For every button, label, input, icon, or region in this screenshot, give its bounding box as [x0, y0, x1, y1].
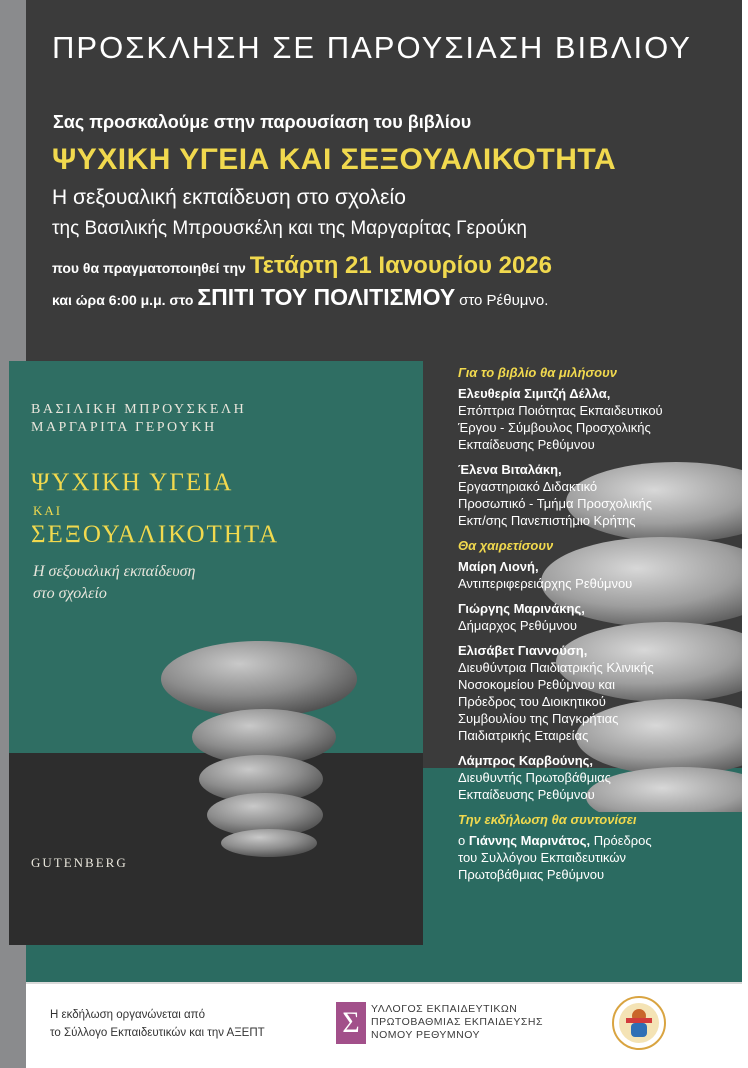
organizer-line-2: το Σύλλογο Εκπαιδευτικών και την ΑΞΕΠΤ [50, 1027, 265, 1039]
intro-text: Σας προσκαλούμε στην παρουσίαση του βιβλίου [53, 112, 472, 132]
logo-sigma-mark: Σ [336, 1002, 366, 1044]
greeter-entry [458, 642, 740, 744]
organizer-text [50, 1006, 265, 1042]
coordinator-entry [458, 832, 740, 883]
greeter-name: Ελισάβετ Γιαννούση, [458, 643, 588, 658]
charity-badge-icon [612, 994, 666, 1052]
cover-author-2: ΜΑΡΓΑΡΙΤΑ ΓΕΡΟΥΚΗ [31, 420, 217, 435]
coordinator-prefix: ο [458, 833, 466, 848]
cover-title-line-1: ΨΥΧΙΚΗ ΥΓΕΙΑ [31, 469, 234, 496]
event-date-line [52, 252, 552, 280]
greeter-entry [458, 752, 740, 803]
cover-stones-image [129, 629, 409, 859]
greeter-entry [458, 558, 740, 592]
cover-subtitle-line-1: Η σεξουαλική εκπαίδευση [33, 563, 196, 580]
speaker-name: Έλενα Βιταλάκη, [458, 462, 562, 477]
greeter-role: Δήμαρχος Ρεθύμνου [458, 618, 578, 633]
date-prefix: που θα πραγματοποιηθεί την [52, 260, 246, 276]
cover-publisher: GUTENBERG [31, 855, 128, 870]
book-authors: της Βασιλικής Μπρουσκέλη και της Μαργαρίτας Γερούκη [52, 218, 527, 239]
event-date: Τετάρτη 21 Ιανουρίου 2026 [249, 252, 552, 279]
coordinator-role-start: Πρόεδρος [593, 833, 652, 848]
cover-title-line-3: ΣΕΞΟΥΑΛΙΚΟΤΗΤΑ [31, 521, 280, 548]
speaker-role: Εργαστηριακό Διδακτικό Προσωπικό - Τμήμα Προσχολικής Εκπ/σης Πανεπιστήμιο Κρήτης [458, 479, 652, 528]
teachers-association-logo [336, 1002, 596, 1046]
book-subtitle: Η σεξουαλική εκπαίδευση στο σχολείο [52, 186, 406, 209]
logo-text [371, 1003, 543, 1042]
greeter-name: Γιώργης Μαρινάκης, [458, 601, 585, 616]
invitation-heading: ΠΡΟΣΚΛΗΣΗ ΣΕ ΠΑΡΟΥΣΙΑΣΗ ΒΙΒΛΙΟΥ [52, 30, 692, 65]
organizer-line-1: Η εκδήλωση οργανώνεται από [50, 1009, 205, 1021]
greeter-role: Διευθύντρια Παιδιατρικής Κλινικής Νοσοκομείου Ρεθύμνου και Πρόεδρος του Διοικητικού Συμβουλίου της Παγκρήτιας Παιδιατρικής Εταιρείας [458, 660, 654, 743]
coordinator-name: Γιάννης Μαρινάτος, [468, 833, 591, 848]
speakers-heading: Για το βιβλίο θα μιλήσουν [458, 365, 618, 380]
greeter-entry [458, 600, 740, 634]
cover-title-line-2: ΚΑΙ [33, 503, 63, 518]
speaker-role: Επόπτρια Ποιότητας Εκπαιδευτικού Έργου - Σύμβουλος Προσχολικής Εκπαίδευσης Ρεθύμνου [458, 403, 663, 452]
coordinator-role: του Συλλόγου Εκπαιδευτικών Πρωτοβάθμιας Ρεθύμνου [458, 850, 627, 882]
greeter-name: Λάμπρος Καρβούνης, [458, 753, 594, 768]
cover-subtitle-line-2: στο σχολείο [33, 585, 107, 602]
logo-line-2: ΠΡΩΤΟΒΑΘΜΙΑΣ ΕΚΠΑΙΔΕΥΣΗΣ [371, 1016, 543, 1028]
cover-subtitle [33, 561, 293, 605]
event-venue-line [52, 284, 548, 311]
coordinator-heading: Την εκδήλωση θα συντονίσει [458, 812, 637, 827]
greetings-heading: Θα χαιρετίσουν [458, 538, 554, 553]
greeter-name: Μαίρη Λιονή, [458, 559, 539, 574]
speakers-list [458, 358, 740, 891]
logo-line-1: ΥΛΛΟΓΟΣ ΕΚΠΑΙΔΕΥΤΙΚΩΝ [371, 1003, 518, 1015]
speaker-entry [458, 461, 740, 529]
coordinator-first-line [458, 832, 740, 849]
greeter-role: Αντιπεριφερειάρχης Ρεθύμνου [458, 576, 633, 591]
footer-divider [26, 982, 742, 984]
speaker-entry [458, 385, 740, 453]
venue-city: στο Ρέθυμνο. [459, 292, 549, 309]
logo-line-3: ΝΟΜΟΥ ΡΕΘΥΜΝΟΥ [371, 1029, 481, 1041]
book-title: ΨΥΧΙΚΗ ΥΓΕΙΑ ΚΑΙ ΣΕΞΟΥΑΛΙΚΟΤΗΤΑ [52, 143, 617, 176]
time-prefix: και ώρα 6:00 μ.μ. στο [52, 292, 194, 308]
greeter-role: Διευθυντής Πρωτοβάθμιας Εκπαίδευσης Ρεθύμνου [458, 770, 611, 802]
speaker-name: Ελευθερία Σιμιτζή Δέλλα, [458, 386, 611, 401]
cover-authors [31, 401, 246, 437]
venue-name: ΣΠΙΤΙ ΤΟΥ ΠΟΛΙΤΙΣΜΟΥ [197, 284, 456, 310]
book-cover [9, 361, 423, 945]
cover-author-1: ΒΑΣΙΛΙΚΗ ΜΠΡΟΥΣΚΕΛΗ [31, 402, 247, 417]
